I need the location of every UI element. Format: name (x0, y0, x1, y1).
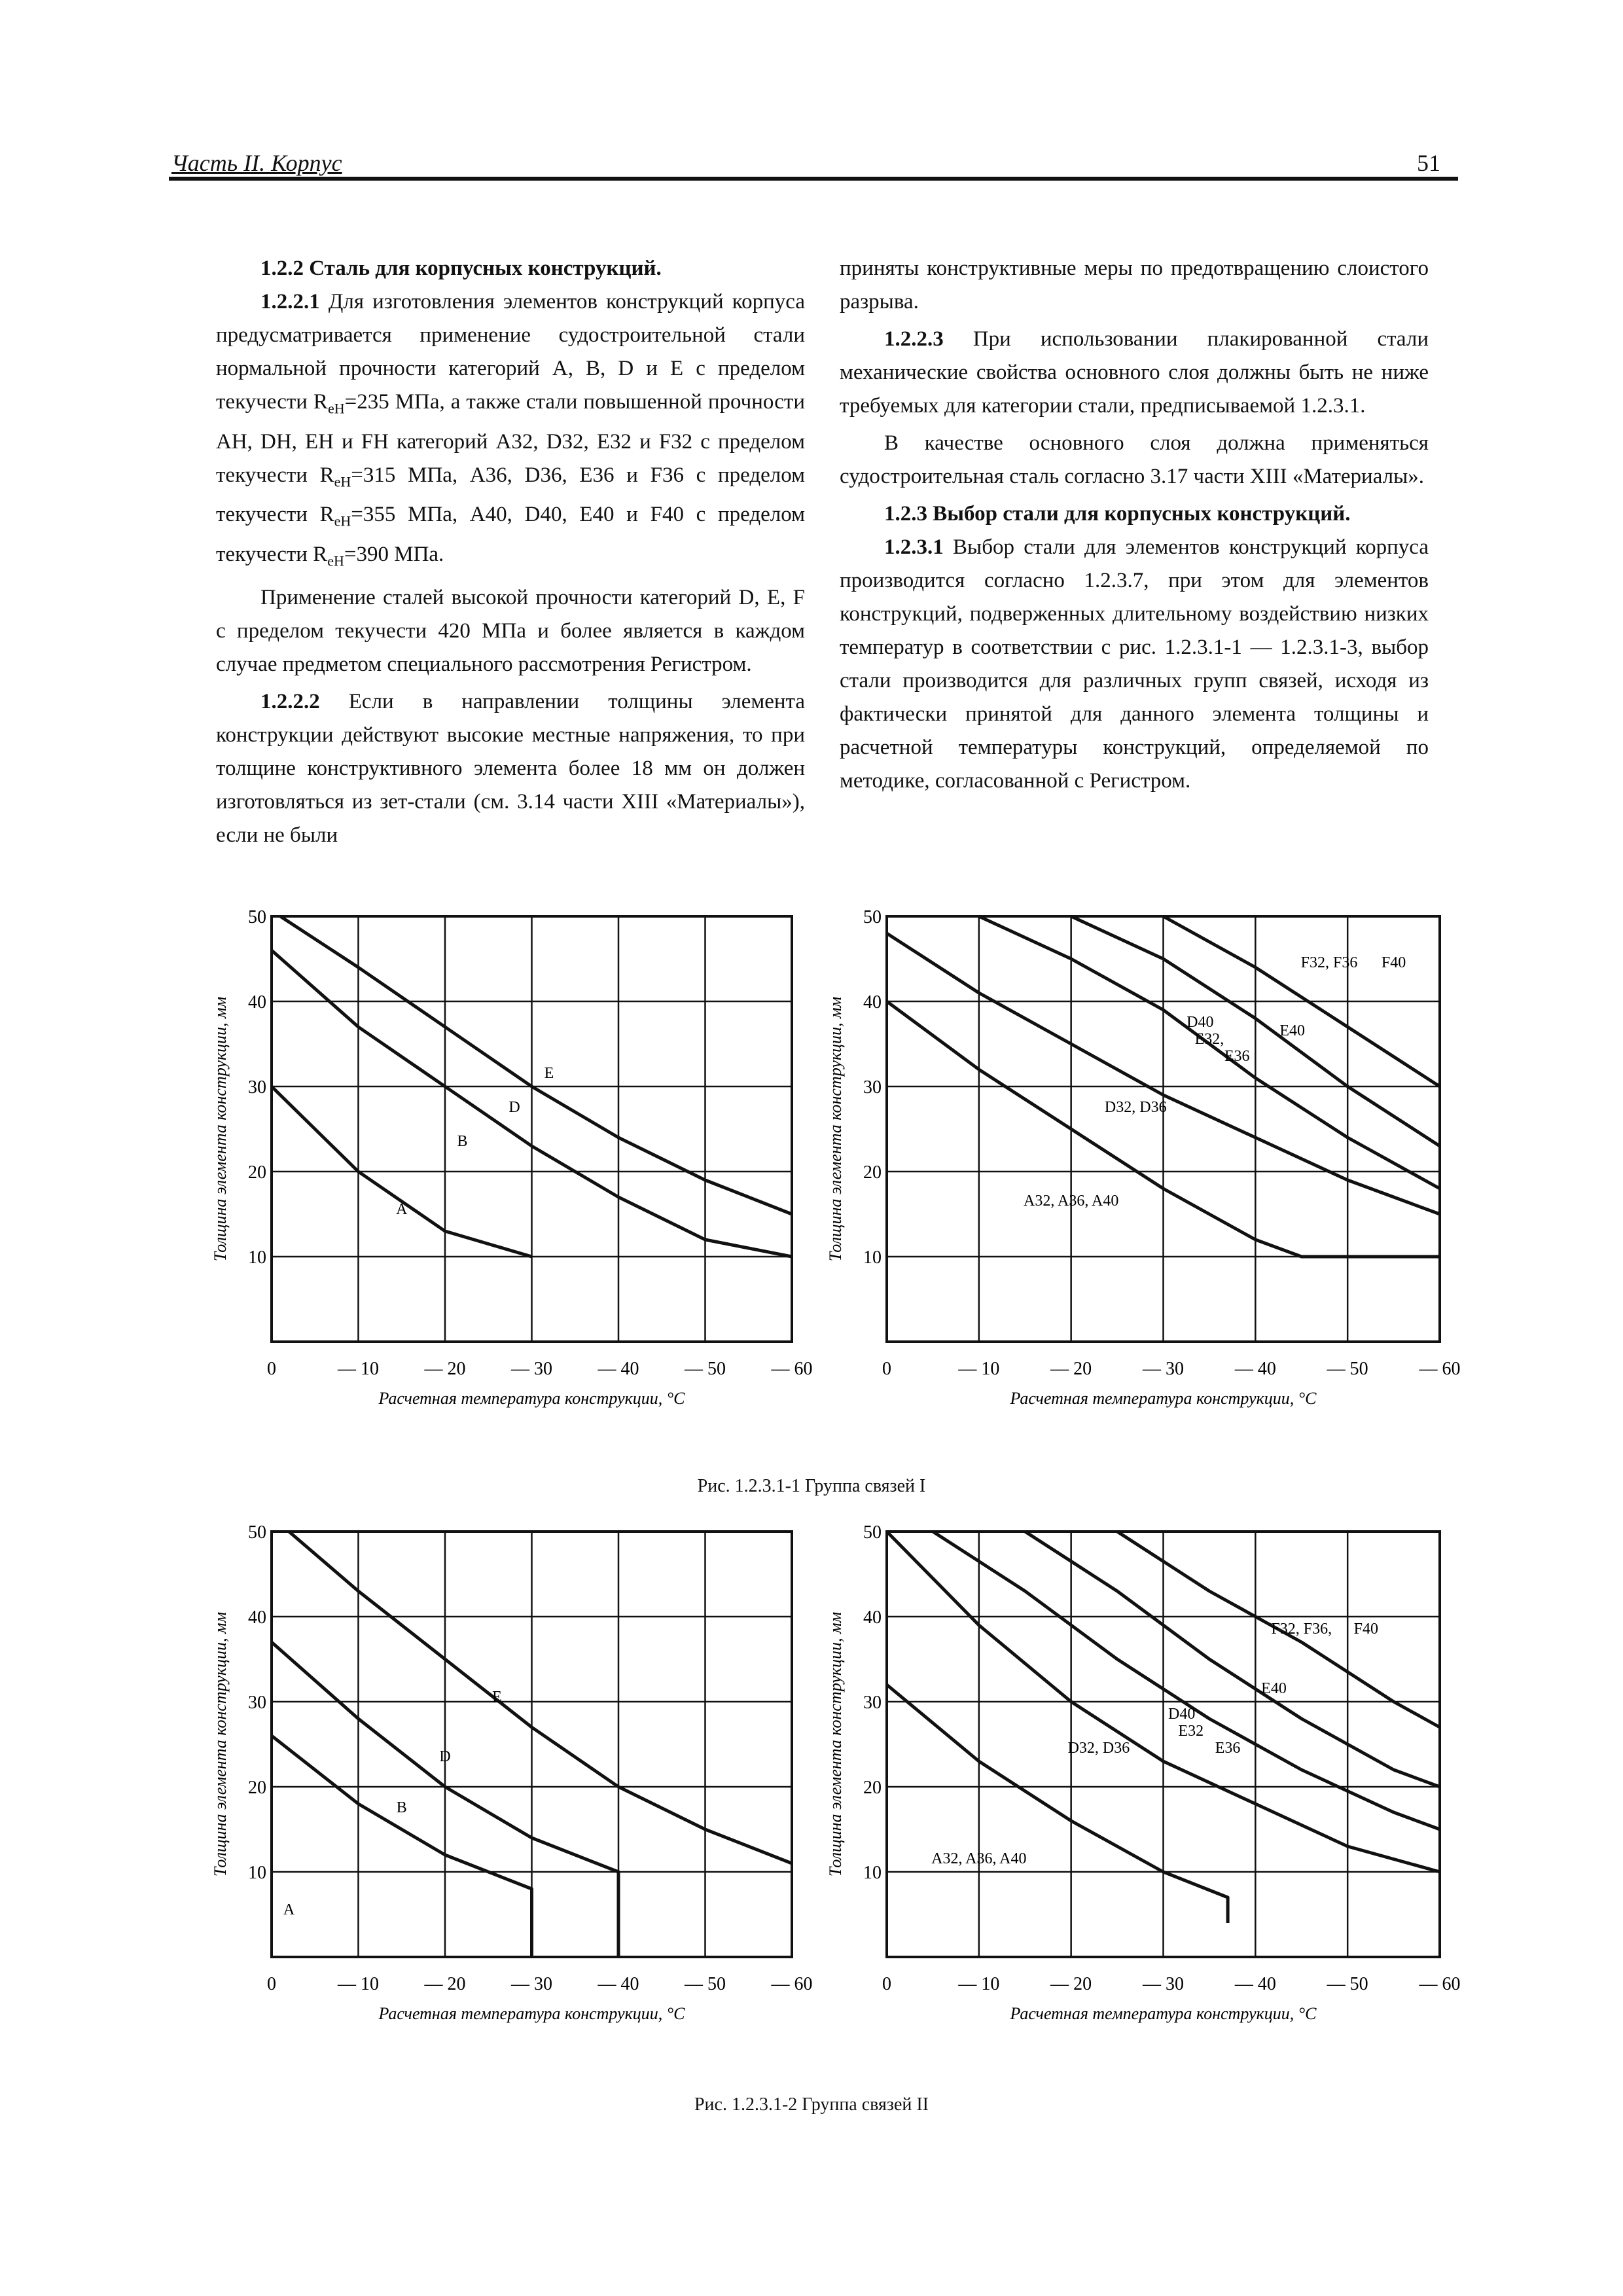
region-label: D (439, 1748, 451, 1765)
x-axis-label: Расчетная температура конструкции, °C (378, 1389, 685, 1408)
region-label: E36 (1215, 1740, 1241, 1757)
page-number: 51 (1417, 150, 1440, 176)
header-rule (169, 177, 1458, 181)
region-label: B (396, 1799, 407, 1816)
paragraph-1-2-2-1 (216, 285, 805, 577)
chart-fig1-left (196, 903, 818, 1446)
clause-number: 1.2.2.2 (260, 690, 320, 714)
x-tick-label: — 30 (1143, 1359, 1184, 1379)
chart-fig2-right (812, 1518, 1466, 2062)
x-tick-label: 0 (882, 1974, 891, 1994)
y-tick-label: 20 (248, 1778, 266, 1798)
y-tick-label: 40 (248, 992, 266, 1013)
x-tick-label: — 60 (1419, 1359, 1461, 1379)
text-run: =390 МПа. (344, 542, 444, 566)
x-tick-label: — 10 (338, 1359, 379, 1379)
y-tick-label: 30 (248, 1693, 266, 1713)
text-run: Для изготовления элементов конструкций корпуса предусматривается применение судостроительной стали нормальной прочности категорий A, B, D и E с пределом текучести R (216, 290, 805, 414)
x-axis-label: Расчетная температура конструкции, °C (378, 2004, 685, 2023)
text-run: =355 МПа, A40, D40, E40 и F40 с пределом текучести R (216, 503, 805, 566)
x-tick-label: — 20 (1050, 1974, 1092, 1994)
left-column (216, 252, 805, 852)
region-label: D40 (1186, 1014, 1214, 1031)
subscript: eH (334, 512, 351, 529)
paragraph-high-strength: Применение сталей высокой прочности категорий D, E, F с пределом текучести 420 МПа и более является в каждом случае предметом специального рассмотрения Регистром. (216, 586, 805, 677)
y-tick-label: 10 (248, 1247, 266, 1268)
chart-fig1-right (812, 903, 1466, 1446)
subscript: eH (327, 552, 344, 569)
paragraph-1-2-2-2 (216, 685, 805, 852)
region-label: D40 (1168, 1706, 1196, 1723)
y-tick-label: 50 (863, 1522, 882, 1543)
figure-caption-1: Рис. 1.2.3.1-1 Группа связей I (697, 1476, 926, 1496)
y-tick-label: 30 (863, 1693, 882, 1713)
region-label: A (283, 1901, 295, 1918)
text-run: =235 МПа, а также стали повышенной прочности AH, DH, EH и FH категорий A32, D32, E32 и F32 с пределом текучести R (216, 390, 805, 487)
paragraph-continuation: приняты конструктивные меры по предотвращению слоистого разрыва. (840, 257, 1429, 314)
text-run: Если в направлении толщины элемента конструкции действуют высокие местные напряжения, то при толщине конструктивного элемента более 18 мм он должен изготовляться из зет-стали (см. 3.14 части XIII «Материалы»), если не были (216, 690, 805, 848)
x-tick-label: — 40 (597, 1359, 639, 1379)
series-line (979, 916, 1440, 1189)
region-label: E (544, 1065, 554, 1082)
x-tick-label: — 40 (1234, 1359, 1276, 1379)
x-tick-label: — 50 (1327, 1359, 1368, 1379)
y-tick-label: 50 (863, 907, 882, 927)
region-label: E (492, 1689, 502, 1706)
y-tick-label: 20 (863, 1778, 882, 1798)
section-heading-1-2-2: 1.2.2 Сталь для корпусных конструкций. (260, 257, 662, 280)
x-tick-label: — 60 (771, 1359, 813, 1379)
region-label: B (457, 1133, 468, 1150)
x-tick-label: — 30 (1143, 1974, 1184, 1994)
y-axis-label: Толщина элемента конструкции, мм (826, 996, 845, 1262)
chart-fig2-left (196, 1518, 818, 2062)
right-column (840, 252, 1429, 798)
y-tick-label: 50 (248, 907, 266, 927)
region-label: F32, F36 (1300, 954, 1358, 971)
x-axis-label: Расчетная температура конструкции, °C (1010, 2004, 1317, 2023)
section-heading-1-2-3: 1.2.3 Выбор стали для корпусных конструкций. (884, 502, 1351, 526)
region-label: A32, A36, A40 (1023, 1193, 1119, 1210)
paragraph-base-layer: В качестве основного слоя должна применяться судостроительная сталь согласно 3.17 части XIII «Материалы». (840, 431, 1429, 488)
paragraph-1-2-3-1 (840, 531, 1429, 798)
x-tick-label: — 50 (685, 1974, 726, 1994)
region-label: D32, D36 (1104, 1099, 1167, 1116)
figure-caption-2: Рис. 1.2.3.1-2 Группа связей II (694, 2094, 929, 2115)
region-label: E36 (1224, 1048, 1250, 1065)
subscript: eH (327, 400, 345, 417)
x-tick-label: — 30 (511, 1974, 552, 1994)
running-header: Часть II. Корпус (171, 150, 342, 176)
y-tick-label: 10 (863, 1247, 882, 1268)
series-line (272, 1736, 532, 1957)
y-tick-label: 40 (863, 1607, 882, 1628)
text-run: Выбор стали для элементов конструкций корпуса производится согласно 1.2.3.7, при этом для элементов конструкций, подверженных длительному воздействию низких температур в соответствии с рис. 1.2.3.1-1 — 1.2.3.1-3, выбор стали производится для различных групп связей, исходя из фактически принятой для данного элемента толщины и расчетной температуры конструкций, определяемой по методике, согласованной с Регистром. (840, 535, 1429, 793)
subscript: eH (334, 473, 351, 490)
region-label: E40 (1261, 1680, 1287, 1697)
y-tick-label: 50 (248, 1522, 266, 1543)
region-label: E32 (1178, 1723, 1204, 1740)
x-tick-label: — 10 (338, 1974, 379, 1994)
paragraph-1-2-2-3 (840, 323, 1429, 423)
y-tick-label: 40 (248, 1607, 266, 1628)
region-label: F40 (1353, 1621, 1379, 1638)
x-tick-label: 0 (267, 1974, 276, 1994)
y-axis-label: Толщина элемента конструкции, мм (826, 1611, 845, 1877)
x-tick-label: 0 (882, 1359, 891, 1379)
region-label: F32, F36, (1271, 1621, 1332, 1638)
region-label: A32, A36, A40 (931, 1850, 1027, 1867)
text-run: При использовании плакированной стали механические свойства основного слоя должны быть не ниже требуемых для категории стали, предписываемой 1.2.3.1. (840, 327, 1429, 418)
x-tick-label: — 10 (958, 1974, 1000, 1994)
text-run: =315 МПа, A36, D36, E36 и F36 с пределом текучести R (216, 463, 805, 527)
y-tick-label: 20 (248, 1162, 266, 1183)
clause-number: 1.2.2.3 (884, 327, 944, 351)
x-tick-label: — 10 (958, 1359, 1000, 1379)
clause-number: 1.2.2.1 (260, 290, 320, 314)
region-label: E40 (1279, 1022, 1306, 1039)
x-tick-label: — 40 (1234, 1974, 1276, 1994)
y-tick-label: 30 (863, 1077, 882, 1098)
x-axis-label: Расчетная температура конструкции, °C (1010, 1389, 1317, 1408)
series-line (289, 1532, 793, 1863)
x-tick-label: — 50 (685, 1359, 726, 1379)
y-tick-label: 10 (248, 1863, 266, 1883)
x-tick-label: — 30 (511, 1359, 552, 1379)
x-tick-label: — 20 (424, 1359, 466, 1379)
y-tick-label: 40 (863, 992, 882, 1013)
x-tick-label: — 20 (424, 1974, 466, 1994)
clause-number: 1.2.3.1 (884, 535, 944, 559)
y-tick-label: 10 (863, 1863, 882, 1883)
region-label: F40 (1381, 954, 1406, 971)
region-label: D (508, 1099, 520, 1116)
x-tick-label: — 20 (1050, 1359, 1092, 1379)
x-tick-label: — 60 (1419, 1974, 1461, 1994)
y-axis-label: Толщина элемента конструкции, мм (211, 1611, 230, 1877)
region-label: E32, (1194, 1031, 1224, 1048)
x-tick-label: — 60 (771, 1974, 813, 1994)
x-tick-label: — 40 (597, 1974, 639, 1994)
y-tick-label: 30 (248, 1077, 266, 1098)
region-label: D32, D36 (1067, 1740, 1130, 1757)
x-tick-label: 0 (267, 1359, 276, 1379)
x-tick-label: — 50 (1327, 1974, 1368, 1994)
y-tick-label: 20 (863, 1162, 882, 1183)
region-label: A (396, 1201, 408, 1218)
y-axis-label: Толщина элемента конструкции, мм (211, 996, 230, 1262)
